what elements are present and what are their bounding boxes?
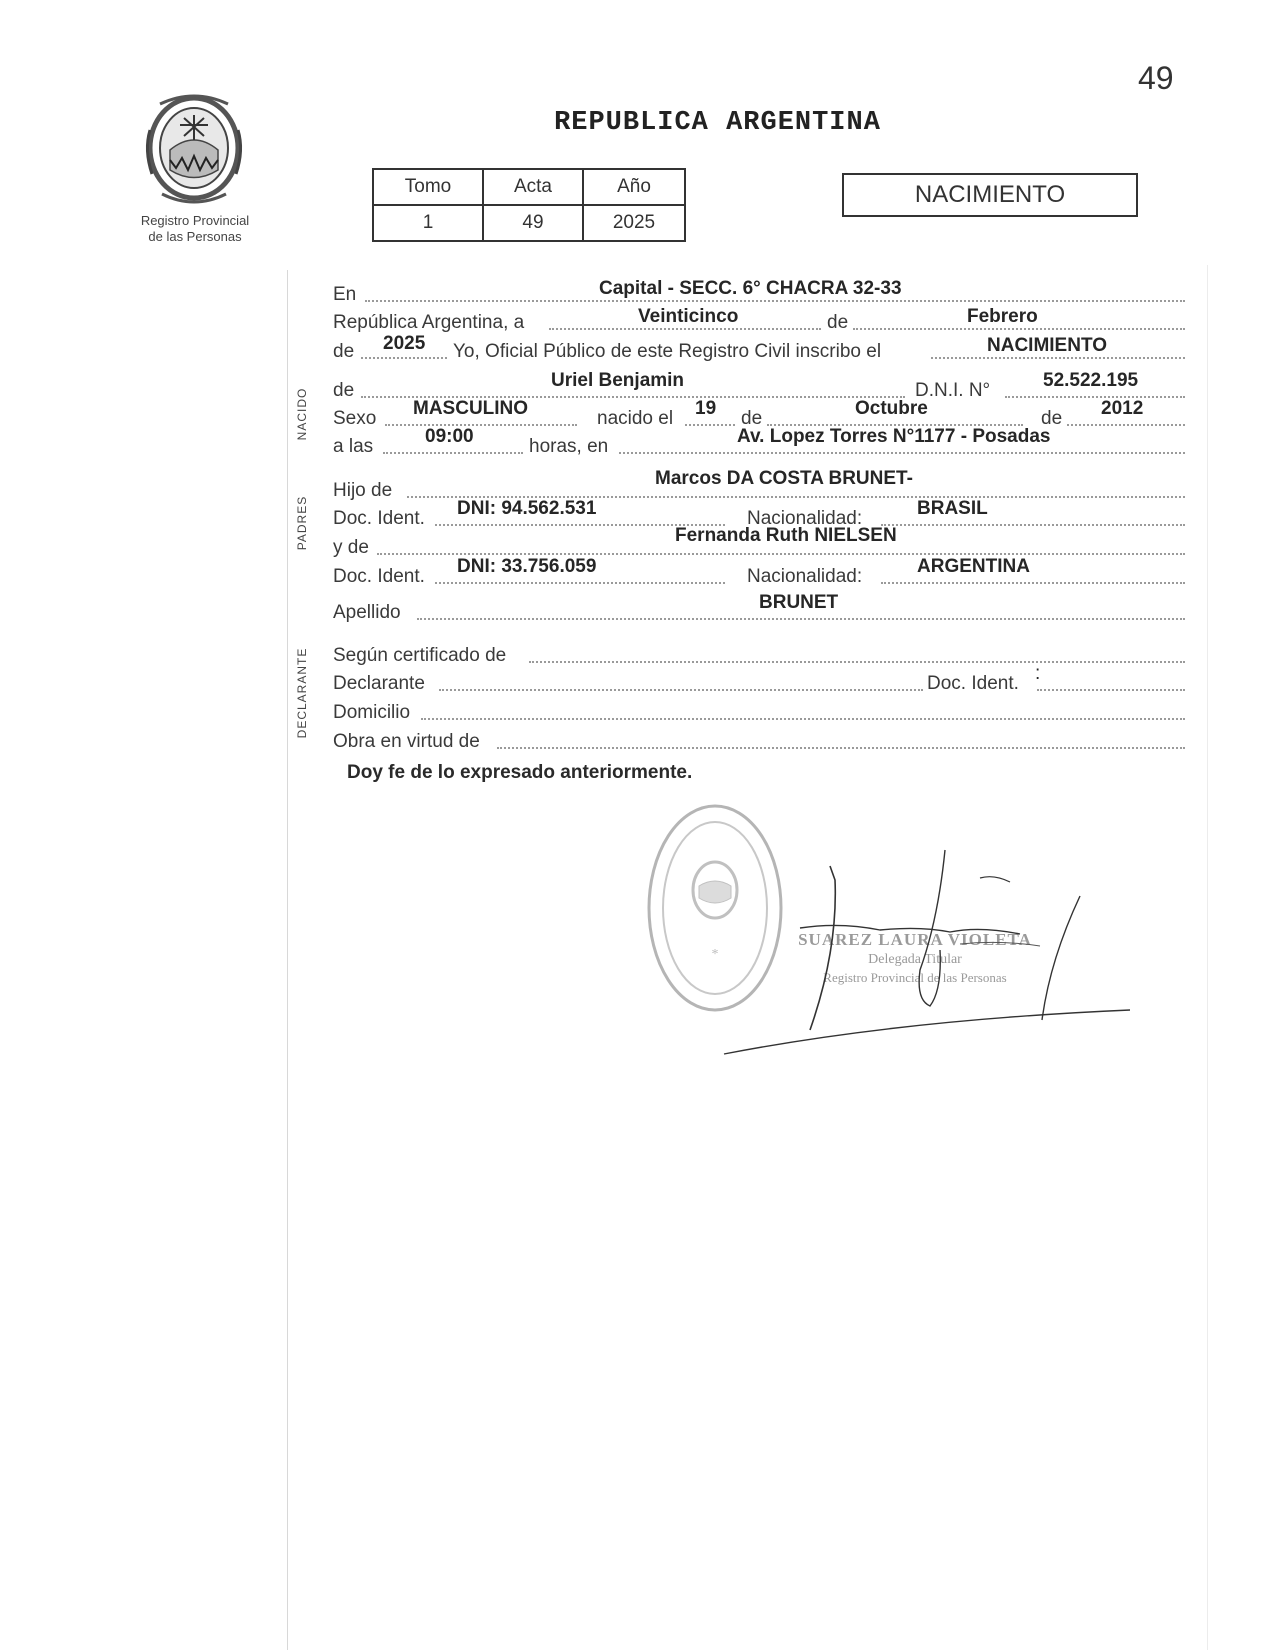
- dotted-line: [1005, 396, 1185, 398]
- label-segun: Según certificado de: [333, 645, 507, 666]
- dotted-line: [497, 747, 1185, 749]
- value-lugar-nac: Av. Lopez Torres N°1177 - Posadas: [737, 426, 1051, 447]
- row-segun: [333, 641, 1185, 669]
- label-sexo: Sexo: [333, 408, 377, 429]
- label-nacido-el: nacido el: [597, 408, 674, 429]
- dotted-line: [421, 718, 1185, 720]
- value-padre-doc: DNI: 94.562.531: [457, 498, 597, 519]
- dotted-line: [549, 328, 821, 330]
- value-lugar: Capital - SECC. 6° CHACRA 32-33: [599, 278, 902, 299]
- label-de: de: [333, 380, 355, 401]
- dotted-line: [1037, 689, 1185, 691]
- dotted-line: [361, 357, 447, 359]
- dotted-line: [439, 689, 923, 691]
- handwritten-signature: [720, 830, 1180, 1060]
- value-anio: 2025: [383, 333, 426, 354]
- page-number: 49: [1138, 60, 1174, 96]
- row-domicilio: [333, 698, 1185, 726]
- label-en: En: [333, 284, 357, 305]
- anio-value: 2025: [583, 205, 685, 241]
- value-hora: 09:00: [425, 426, 474, 447]
- label-de: de: [741, 408, 763, 429]
- value-madre-nac: ARGENTINA: [917, 556, 1030, 577]
- registry-line-2: de las Personas: [148, 229, 242, 244]
- row-obra: [333, 727, 1185, 755]
- side-label-padres: PADRES: [295, 495, 309, 551]
- label-y-de: y de: [333, 537, 369, 558]
- act-type-box: NACIMIENTO: [842, 173, 1138, 217]
- value-apellido: BRUNET: [759, 592, 839, 613]
- row-hora-lugar: [333, 426, 1185, 460]
- dotted-line: [685, 424, 735, 426]
- label-doc-ident-declarante: Doc. Ident.: [927, 673, 1019, 694]
- label-declarante: Declarante: [333, 673, 425, 694]
- value-decl-doc: :: [1035, 663, 1041, 684]
- anio-header: Año: [583, 169, 685, 205]
- tomo-value: 1: [373, 205, 483, 241]
- value-padre-nac: BRASIL: [917, 498, 988, 519]
- row-apellido: [333, 592, 1185, 626]
- value-madre-doc: DNI: 33.756.059: [457, 556, 597, 577]
- label-yo: Yo, Oficial Público de este Registro Civil inscribo el: [453, 341, 882, 362]
- label-apellido: Apellido: [333, 602, 401, 623]
- value-padre: Marcos DA COSTA BRUNET-: [655, 468, 913, 489]
- dotted-line: [881, 524, 1185, 526]
- document-title: REPUBLICA ARGENTINA: [554, 108, 881, 138]
- margin-line-right: [1207, 265, 1208, 1650]
- acta-value: 49: [483, 205, 583, 241]
- label-horas-en: horas, en: [529, 436, 609, 457]
- value-dia: Veinticinco: [638, 306, 739, 327]
- value-nac-dia: 19: [695, 398, 717, 419]
- margin-line: [287, 270, 288, 1650]
- dotted-line: [619, 452, 1185, 454]
- dotted-line: [365, 300, 1185, 302]
- dotted-line: [435, 582, 725, 584]
- dotted-line: [1067, 424, 1185, 426]
- reference-table: [372, 168, 686, 242]
- label-hijo-de: Hijo de: [333, 480, 393, 501]
- dotted-line: [529, 661, 1185, 663]
- dotted-line: [383, 452, 523, 454]
- dotted-line: [931, 357, 1185, 359]
- side-label-declarante: DECLARANTE: [295, 647, 309, 739]
- signatory-org: Registro Provincial de las Personas: [823, 970, 1007, 985]
- label-doc-ident: Doc. Ident.: [333, 508, 425, 529]
- label-nacionalidad: Nacionalidad:: [747, 566, 863, 587]
- registry-caption: [120, 213, 270, 245]
- label-dni: D.N.I. N°: [915, 380, 991, 401]
- closing-statement: Doy fe de lo expresado anteriormente.: [347, 762, 693, 783]
- dotted-line: [881, 582, 1185, 584]
- label-doc-ident: Doc. Ident.: [333, 566, 425, 587]
- row-madre-doc: [333, 556, 1185, 590]
- value-mes: Febrero: [967, 306, 1038, 327]
- label-obra: Obra en virtud de: [333, 731, 480, 752]
- row-declarante: [333, 663, 1185, 697]
- label-nacionalidad: Nacionalidad:: [747, 508, 863, 529]
- row-fecha: [333, 308, 1185, 336]
- value-dni: 52.522.195: [1043, 370, 1139, 391]
- value-sexo: MASCULINO: [413, 398, 529, 419]
- tomo-header: Tomo: [373, 169, 483, 205]
- registry-line-1: Registro Provincial: [140, 213, 250, 228]
- value-tipo: NACIMIENTO: [987, 335, 1107, 356]
- label-de: de: [1041, 408, 1063, 429]
- dotted-line: [853, 328, 1185, 330]
- dotted-line: [417, 618, 1185, 620]
- value-nac-anio: 2012: [1101, 398, 1144, 419]
- label-domicilio: Domicilio: [333, 702, 411, 723]
- label-a-las: a las: [333, 436, 374, 457]
- label-de: de: [827, 312, 849, 333]
- label-republica: República Argentina, a: [333, 312, 525, 333]
- signatory-role: Delegada Titular: [868, 952, 962, 967]
- value-nac-mes: Octubre: [855, 398, 928, 419]
- acta-header: Acta: [483, 169, 583, 205]
- value-madre: Fernanda Ruth NIELSEN: [675, 525, 897, 546]
- row-lugar: [333, 280, 1185, 308]
- side-label-nacido: NACIDO: [295, 387, 309, 441]
- dotted-line: [385, 424, 577, 426]
- svg-text:*: *: [711, 947, 719, 962]
- row-inscripcion: [333, 333, 1185, 365]
- signatory-name: SUAREZ LAURA VIOLETA: [798, 930, 1032, 949]
- label-de: de: [333, 341, 355, 362]
- value-nombre: Uriel Benjamin: [551, 370, 685, 391]
- dotted-line: [377, 553, 1185, 555]
